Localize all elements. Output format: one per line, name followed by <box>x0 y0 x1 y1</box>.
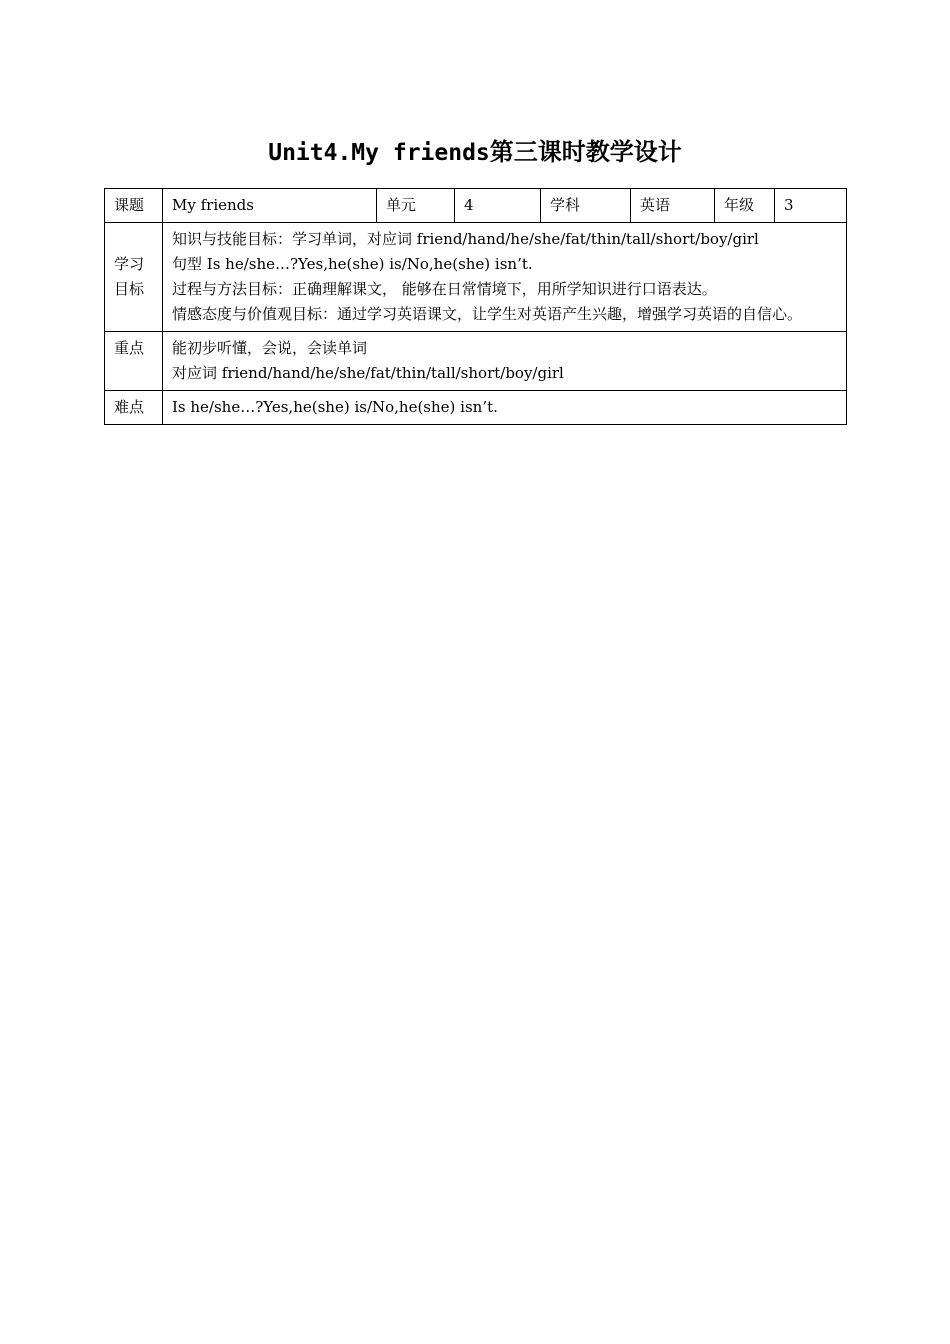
lesson-plan-table <box>104 188 847 425</box>
subject-value: 英语 <box>631 189 715 223</box>
grade-value: 3 <box>775 189 847 223</box>
unit-value: 4 <box>455 189 541 223</box>
difficulties-label: 难点 <box>105 391 163 425</box>
title-chinese: 第三课时教学设计 <box>489 138 682 166</box>
page-title <box>0 134 950 171</box>
objectives-row <box>105 223 847 332</box>
objective-knowledge: 知识与技能目标：学习单词，对应词 friend/hand/he/she/fat/thin/tall/short/boy/girl <box>172 230 759 248</box>
objective-emotion: 情感态度与价值观目标：通过学习英语课文，让学生对英语产生兴趣，增强学习英语的自信心。 <box>172 305 803 323</box>
objectives-content <box>163 223 847 332</box>
objective-process: 过程与方法目标：正确理解课文， 能够在日常情境下，用所学知识进行口语表达。 <box>172 280 717 298</box>
difficulties-row <box>105 391 847 425</box>
key-point-line-2: 对应词 friend/hand/he/she/fat/thin/tall/short/boy/girl <box>172 364 564 382</box>
grade-label: 年级 <box>715 189 775 223</box>
key-points-content <box>163 332 847 391</box>
key-points-row <box>105 332 847 391</box>
difficulties-content: Is he/she…?Yes,he(she) is/No,he(she) isn’t. <box>163 391 847 425</box>
header-row <box>105 189 847 223</box>
objectives-label-line-2: 目标 <box>114 280 145 298</box>
key-point-line-1: 能初步听懂，会说，会读单词 <box>172 339 368 357</box>
topic-label: 课题 <box>105 189 163 223</box>
objectives-label <box>105 223 163 332</box>
key-points-label: 重点 <box>105 332 163 391</box>
objective-sentence-pattern: 句型 Is he/she…?Yes,he(she) is/No,he(she) isn’t. <box>172 255 533 273</box>
subject-label: 学科 <box>541 189 631 223</box>
topic-value: My friends <box>163 189 377 223</box>
unit-label: 单元 <box>377 189 455 223</box>
objectives-label-line-1: 学习 <box>114 255 145 273</box>
title-english: Unit4.My friends <box>268 140 490 166</box>
